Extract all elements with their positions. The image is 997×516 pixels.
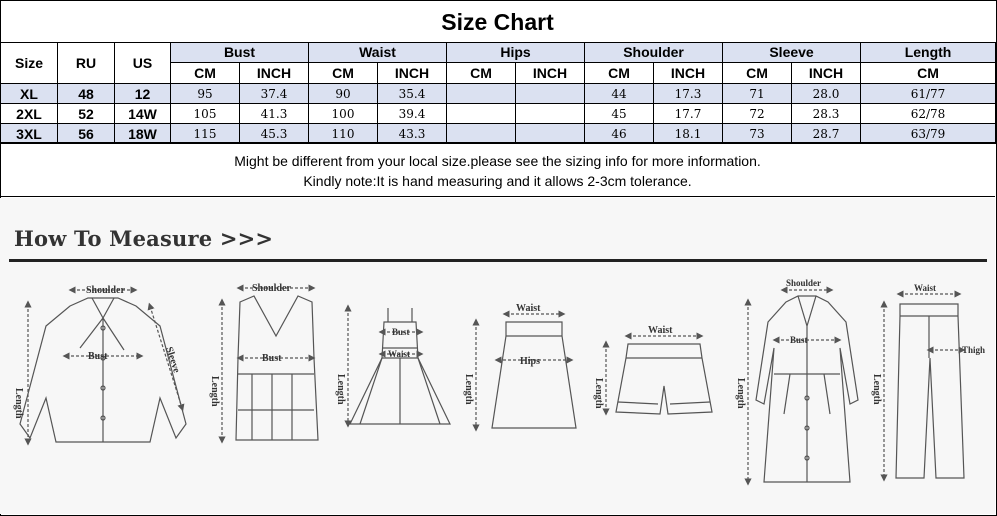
- cell-hips-inch: [516, 124, 585, 144]
- unit-cm: CM: [861, 63, 996, 84]
- unit-inch: INCH: [378, 63, 447, 84]
- cell-hips-cm: [447, 124, 516, 144]
- cell-shoulder-inch: 18.1: [654, 124, 723, 144]
- strap-dress-icon: [348, 308, 450, 424]
- label-waist: Waist: [388, 349, 411, 359]
- cell-shoulder-cm: 44: [585, 84, 654, 104]
- label-sleeve: Sleeve: [163, 345, 182, 375]
- unit-cm: CM: [447, 63, 516, 84]
- arrows-icon: >>>: [219, 226, 274, 251]
- label-bust: Bust: [790, 335, 808, 345]
- cell-shoulder-cm: 45: [585, 104, 654, 124]
- cell-us: 14W: [115, 104, 171, 124]
- cell-us: 18W: [115, 124, 171, 144]
- header-us: US: [115, 43, 171, 84]
- cell-shoulder-cm: 46: [585, 124, 654, 144]
- table-row: [1, 104, 996, 124]
- label-waist: Waist: [516, 303, 541, 314]
- label-shoulder: Shoulder: [252, 283, 291, 294]
- unit-cm: CM: [171, 63, 240, 84]
- header-ru: RU: [58, 43, 115, 84]
- coat-icon: [748, 290, 858, 482]
- vest-top-icon: [222, 288, 318, 440]
- label-length: Length: [335, 374, 346, 405]
- unit-inch: INCH: [516, 63, 585, 84]
- label-length: Length: [209, 376, 220, 407]
- cell-sleeve-cm: 71: [723, 84, 792, 104]
- unit-cm: CM: [309, 63, 378, 84]
- measure-title-text: How To Measure: [14, 226, 213, 251]
- cell-length-cm: 62/78: [861, 104, 996, 124]
- cell-bust-cm: 95: [171, 84, 240, 104]
- chart-title: Size Chart: [0, 0, 995, 43]
- cell-bust-inch: 37.4: [240, 84, 309, 104]
- label-length: Length: [463, 374, 474, 405]
- unit-inch: INCH: [240, 63, 309, 84]
- blouse-icon: [20, 290, 186, 442]
- cell-hips-cm: [447, 104, 516, 124]
- cell-waist-inch: 43.3: [378, 124, 447, 144]
- label-length: Length: [593, 378, 604, 409]
- header-length: Length: [861, 43, 996, 63]
- header-size: Size: [1, 43, 58, 84]
- unit-inch: INCH: [792, 63, 861, 84]
- cell-bust-inch: 41.3: [240, 104, 309, 124]
- cell-waist-inch: 35.4: [378, 84, 447, 104]
- cell-length-cm: 63/79: [861, 124, 996, 144]
- header-hips: Hips: [447, 43, 585, 63]
- unit-inch: INCH: [654, 63, 723, 84]
- header-sleeve: Sleeve: [723, 43, 861, 63]
- cell-sleeve-inch: 28.3: [792, 104, 861, 124]
- cell-shoulder-inch: 17.7: [654, 104, 723, 124]
- note-tolerance: Kindly note:It is hand measuring and it allows 2-3cm tolerance.: [303, 173, 692, 189]
- label-waist: Waist: [914, 283, 937, 293]
- label-length: Length: [13, 388, 24, 419]
- cell-ru: 52: [58, 104, 115, 124]
- label-thigh: Thigh: [962, 345, 986, 355]
- cell-shoulder-inch: 17.3: [654, 84, 723, 104]
- cell-sleeve-cm: 72: [723, 104, 792, 124]
- cell-bust-inch: 45.3: [240, 124, 309, 144]
- cell-hips-cm: [447, 84, 516, 104]
- size-notes: [0, 142, 995, 197]
- cell-waist-cm: 90: [309, 84, 378, 104]
- cell-bust-cm: 105: [171, 104, 240, 124]
- how-to-measure: [0, 198, 995, 514]
- label-bust: Bust: [392, 327, 410, 337]
- note-local-size: Might be different from your local size.please see the sizing info for more information.: [234, 153, 761, 169]
- label-shoulder: Shoulder: [786, 278, 822, 288]
- cell-sleeve-inch: 28.7: [792, 124, 861, 144]
- label-waist: Waist: [648, 325, 673, 336]
- garment-illustrations: [0, 198, 995, 514]
- unit-cm: CM: [585, 63, 654, 84]
- cell-hips-inch: [516, 84, 585, 104]
- header-waist: Waist: [309, 43, 447, 63]
- cell-sleeve-cm: 73: [723, 124, 792, 144]
- size-table: [0, 42, 996, 144]
- label-length: Length: [735, 378, 746, 409]
- label-hips: Hips: [520, 356, 541, 367]
- cell-sleeve-inch: 28.0: [792, 84, 861, 104]
- table-row: [1, 124, 996, 144]
- cell-hips-inch: [516, 104, 585, 124]
- header-shoulder: Shoulder: [585, 43, 723, 63]
- cell-us: 12: [115, 84, 171, 104]
- cell-length-cm: 61/77: [861, 84, 996, 104]
- shorts-icon: [606, 336, 712, 414]
- label-length: Length: [871, 374, 882, 405]
- cell-ru: 56: [58, 124, 115, 144]
- label-bust: Bust: [88, 351, 108, 362]
- label-bust: Bust: [262, 353, 282, 364]
- skirt-icon: [476, 314, 576, 428]
- cell-waist-cm: 100: [309, 104, 378, 124]
- cell-waist-cm: 110: [309, 124, 378, 144]
- cell-size: 3XL: [1, 124, 58, 144]
- cell-waist-inch: 39.4: [378, 104, 447, 124]
- trousers-icon: [884, 294, 964, 478]
- cell-size: XL: [1, 84, 58, 104]
- table-row: [1, 84, 996, 104]
- header-bust: Bust: [171, 43, 309, 63]
- cell-size: 2XL: [1, 104, 58, 124]
- unit-cm: CM: [723, 63, 792, 84]
- cell-bust-cm: 115: [171, 124, 240, 144]
- cell-ru: 48: [58, 84, 115, 104]
- label-shoulder: Shoulder: [86, 285, 125, 296]
